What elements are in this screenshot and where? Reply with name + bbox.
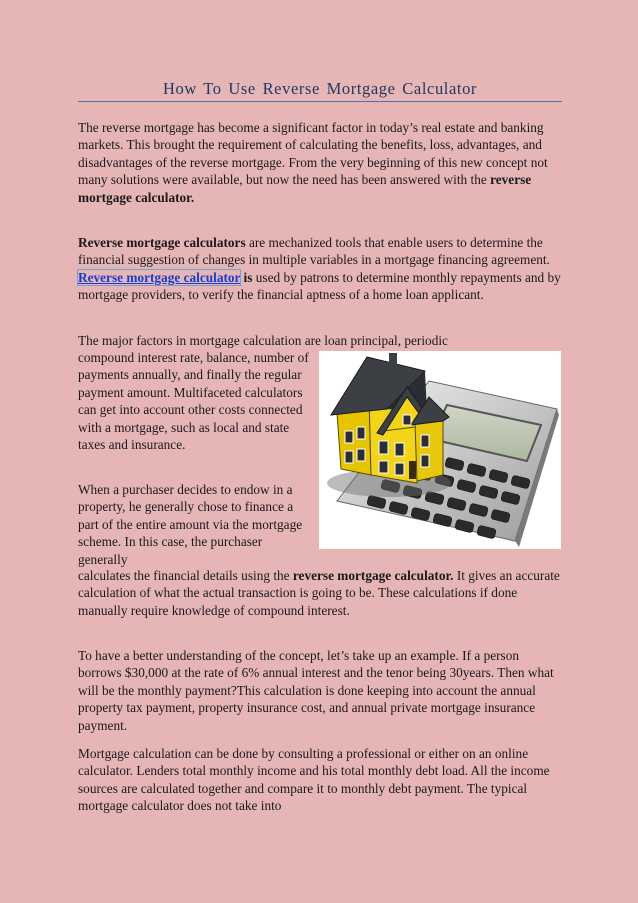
calculators-lead-bold: Reverse mortgage calculators (78, 235, 246, 250)
house-on-calculator-illustration (319, 351, 561, 549)
paragraph-online-calculator: Mortgage calculation can be done by consulting a professional or either on an online calculator. Lenders total monthly income and his total monthly debt load. All the income sources are calculated together and compare it to monthly debt payment. The typical mortgage calculator does not take into (78, 746, 550, 814)
page-title: How To Use Reverse Mortgage Calculator (162, 79, 478, 98)
house-calculator-image (319, 351, 561, 549)
house-chimney (389, 353, 397, 369)
paragraph-factors-wrap: compound interest rate, balance, number of payments annually, and finally the regular payment amount. Multifaceted calculators can get into account other costs connected with a mortgage, such as local and state taxes and insurance. (78, 350, 309, 453)
house-door (409, 461, 416, 479)
purchaser-bold: reverse mortgage calculator. (292, 568, 454, 583)
reverse-mortgage-calculator-link[interactable]: Reverse mortgage calculator (78, 269, 241, 285)
paragraph-calculators (78, 234, 562, 304)
calculators-text-1: are mechanized tools that enable users to determine the financial suggestion of changes in multiple variables in a mortgage financing agreement. (78, 235, 550, 268)
paragraph-factors-line1: The major factors in mortgage calculation are loan principal, periodic (78, 333, 448, 348)
purchaser-text-2: It gives an accurate calculation of what the actual transaction is going to be. These calculations if done manually require knowledge of compound interest. (78, 568, 560, 618)
calculators-is-bold: is (240, 269, 253, 285)
purchaser-text-1: calculates the financial details using the (78, 568, 293, 583)
paragraph-intro-text: The reverse mortgage has become a significant factor in today’s real estate and banking markets. This brought the requirement of calculating the benefits, loss, advantages, and disadvantages of the reverse mortgage. From the very beginning of this new concept not many solutions were available, but now the need has been answered with the (78, 120, 548, 188)
paragraph-purchaser-wrap: When a purchaser decides to endow in a property, he generally chose to finance a part of the entire amount via the mortgage scheme. In this case, the purchaser generally (78, 482, 303, 567)
paragraph-purchaser-continued (78, 567, 562, 619)
paragraph-intro (78, 119, 562, 206)
paragraph-intro-bold: reverse mortgage calculator. (78, 172, 532, 205)
title-underline (78, 101, 562, 102)
calculators-text-2: used by patrons to determine monthly repayments and by mortgage providers, to verify the financial aptness of a home loan applicant. (78, 269, 561, 303)
paragraph-example: To have a better understanding of the concept, let’s take up an example. If a person borrows $30,000 at the rate of 6% annual interest and the tenor being 30years. Then what will be the monthly payment?This calculation is done keeping into account the annual property tax payment, property insurance cost, and annual private mortgage insurance payment. (78, 648, 554, 733)
